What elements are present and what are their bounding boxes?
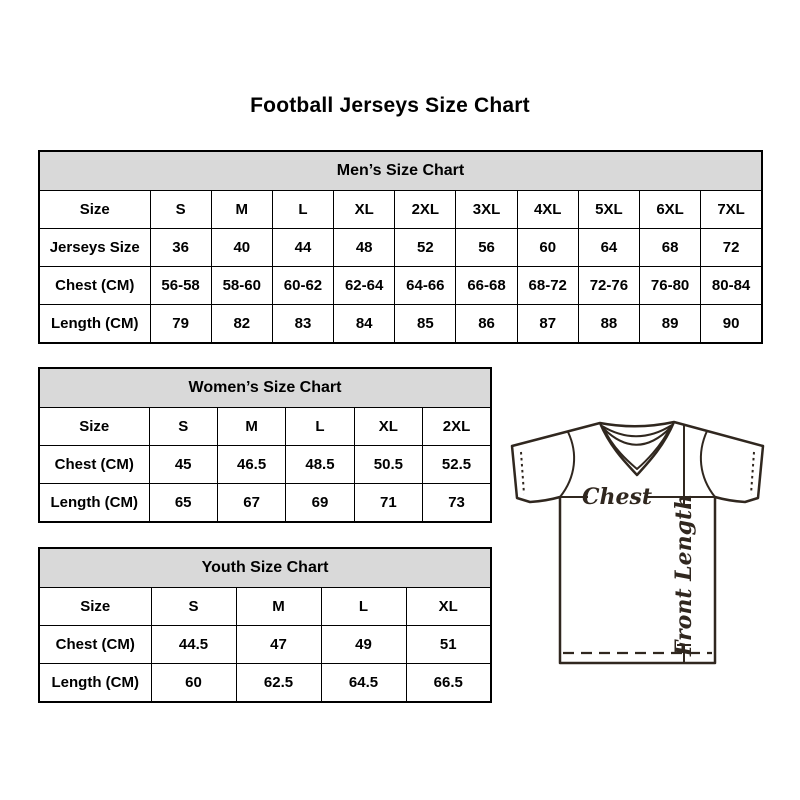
row-label: Size [39, 408, 149, 446]
table-cell: 71 [354, 484, 422, 523]
table-cell: 76-80 [640, 267, 701, 305]
row-label: Length (CM) [39, 664, 151, 703]
row-label: Length (CM) [39, 305, 150, 344]
table-cell: 87 [517, 305, 578, 344]
mens-size-table [38, 150, 763, 344]
table-cell: 62-64 [334, 267, 395, 305]
table-cell: M [236, 588, 321, 626]
table-cell: 73 [423, 484, 491, 523]
table-cell: 60 [517, 229, 578, 267]
table-row [39, 484, 491, 523]
page-title: Football Jerseys Size Chart [250, 94, 530, 117]
womens-table-header: Women’s Size Chart [39, 368, 491, 408]
row-label: Chest (CM) [39, 446, 149, 484]
table-cell: 51 [406, 626, 491, 664]
table-cell: 68-72 [517, 267, 578, 305]
table-cell: 60-62 [272, 267, 333, 305]
table-cell: 89 [640, 305, 701, 344]
row-label: Chest (CM) [39, 626, 151, 664]
table-row [39, 305, 762, 344]
table-cell: 52.5 [423, 446, 491, 484]
table-cell: 3XL [456, 191, 517, 229]
row-label: Size [39, 588, 151, 626]
table-cell: 66.5 [406, 664, 491, 703]
table-cell: 58-60 [211, 267, 272, 305]
table-cell: 64 [578, 229, 639, 267]
table-header-row [39, 368, 491, 408]
table-cell: 88 [578, 305, 639, 344]
table-cell: 80-84 [701, 267, 762, 305]
jersey-outline [512, 422, 763, 663]
table-row [39, 446, 491, 484]
table-cell: L [272, 191, 333, 229]
table-row [39, 588, 491, 626]
table-cell: 36 [150, 229, 211, 267]
front-length-label: Front Length [671, 493, 697, 657]
table-cell: 67 [217, 484, 285, 523]
table-cell: 47 [236, 626, 321, 664]
table-cell: 86 [456, 305, 517, 344]
row-label: Length (CM) [39, 484, 149, 523]
table-cell: 84 [334, 305, 395, 344]
table-cell: 66-68 [456, 267, 517, 305]
table-cell: 7XL [701, 191, 762, 229]
womens-size-table [38, 367, 492, 523]
jersey-diagram [500, 405, 780, 685]
table-cell: 6XL [640, 191, 701, 229]
table-cell: 65 [149, 484, 217, 523]
table-cell: 62.5 [236, 664, 321, 703]
table-cell: 72 [701, 229, 762, 267]
table-row [39, 267, 762, 305]
table-cell: M [217, 408, 285, 446]
table-cell: 48.5 [286, 446, 354, 484]
row-label: Jerseys Size [39, 229, 150, 267]
row-label: Size [39, 191, 150, 229]
table-cell: 46.5 [217, 446, 285, 484]
table-cell: 50.5 [354, 446, 422, 484]
table-cell: 49 [321, 626, 406, 664]
table-cell: S [150, 191, 211, 229]
table-row [39, 229, 762, 267]
table-cell: 72-76 [578, 267, 639, 305]
youth-table-header: Youth Size Chart [39, 548, 491, 588]
table-cell: 48 [334, 229, 395, 267]
table-cell: XL [334, 191, 395, 229]
table-header-row [39, 548, 491, 588]
youth-size-table [38, 547, 492, 703]
table-cell: 40 [211, 229, 272, 267]
table-cell: 4XL [517, 191, 578, 229]
row-label: Chest (CM) [39, 267, 150, 305]
table-cell: 44.5 [151, 626, 236, 664]
table-row [39, 408, 491, 446]
table-cell: 56 [456, 229, 517, 267]
table-cell: 60 [151, 664, 236, 703]
table-cell: 69 [286, 484, 354, 523]
table-cell: 52 [395, 229, 456, 267]
table-cell: 2XL [395, 191, 456, 229]
table-cell: 45 [149, 446, 217, 484]
mens-table-header: Men’s Size Chart [39, 151, 762, 191]
table-cell: 83 [272, 305, 333, 344]
table-cell: 56-58 [150, 267, 211, 305]
table-cell: S [151, 588, 236, 626]
table-cell: XL [406, 588, 491, 626]
table-cell: 64-66 [395, 267, 456, 305]
table-cell: 5XL [578, 191, 639, 229]
table-cell: XL [354, 408, 422, 446]
table-cell: L [286, 408, 354, 446]
table-row [39, 626, 491, 664]
table-cell: 2XL [423, 408, 491, 446]
table-cell: 82 [211, 305, 272, 344]
chest-label: Chest [581, 484, 653, 510]
table-row [39, 664, 491, 703]
table-row [39, 191, 762, 229]
table-header-row [39, 151, 762, 191]
table-cell: 85 [395, 305, 456, 344]
table-cell: 64.5 [321, 664, 406, 703]
table-cell: 79 [150, 305, 211, 344]
table-cell: 44 [272, 229, 333, 267]
table-cell: L [321, 588, 406, 626]
table-cell: M [211, 191, 272, 229]
table-cell: 90 [701, 305, 762, 344]
table-cell: 68 [640, 229, 701, 267]
table-cell: S [149, 408, 217, 446]
